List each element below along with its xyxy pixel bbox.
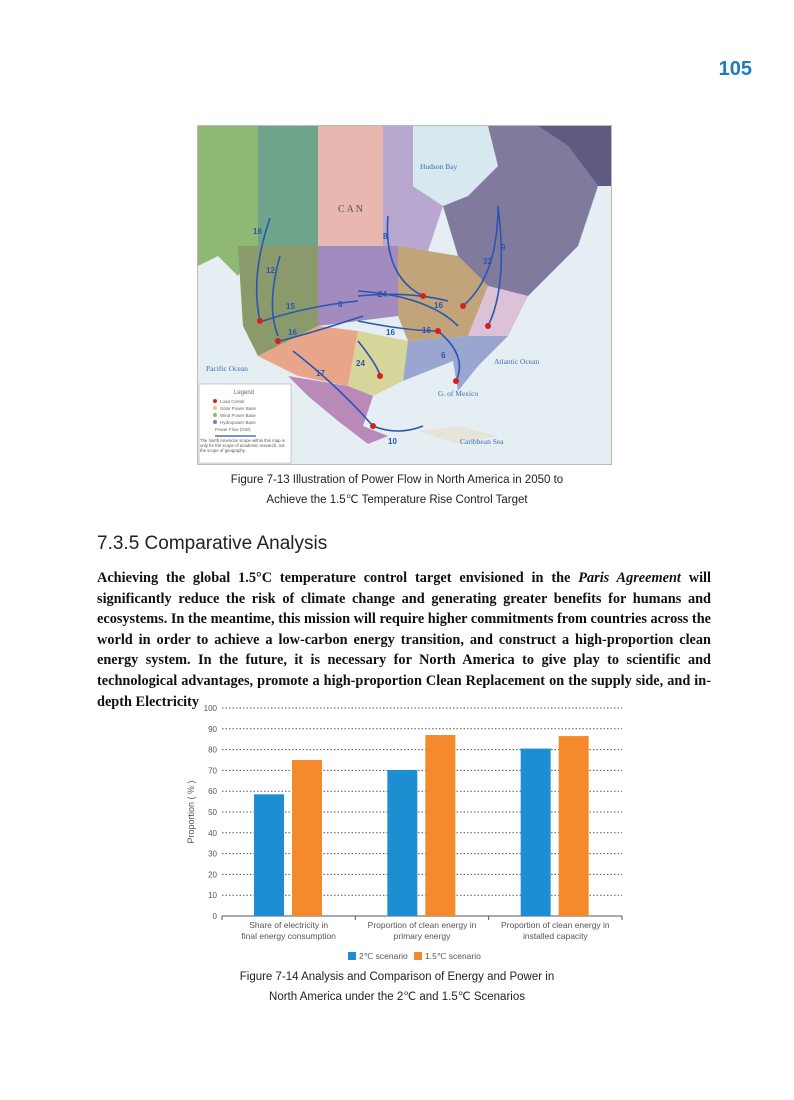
paragraph-italic: Paris Agreement [578,570,681,586]
region-us-north [318,246,398,326]
y-tick-label: 90 [208,724,217,734]
flow-value: 8 [383,232,388,241]
flow-value: 16 [434,301,443,310]
x-category-label: installed capacity [522,931,588,941]
y-tick-label: 70 [208,766,217,776]
flow-value: 8 [338,300,343,309]
y-tick-label: 50 [208,808,217,817]
flow-value: 12 [266,266,275,275]
y-tick-label: 0 [212,912,217,921]
y-tick-label: 20 [208,870,217,880]
flow-value: 15 [286,302,295,311]
flow-value: 16 [288,328,297,337]
label-pacific-ocean: Pacific Ocean [206,364,248,373]
y-tick-label: 60 [208,787,217,797]
y-tick-label: 40 [208,828,217,838]
flow-value: 24 [378,290,387,299]
flow-value: 32 [483,257,492,266]
bar-chart [170,700,640,970]
flow-value: 10 [388,437,397,446]
flow-value: 6 [441,351,446,360]
bar-2c [254,794,284,916]
legend-item: Hydropower Base [220,420,256,425]
bar-1-5c [559,736,589,916]
figure-13-caption-line1: Figure 7-13 Illustration of Power Flow in North America in 2050 to [230,474,564,486]
flow-value: 16 [253,227,262,236]
flow-value: 9 [501,243,506,252]
label-hudson-bay: Hudson Bay [420,162,458,171]
legend-flow-label: Power Flow (GW) [215,427,251,432]
label-atlantic-ocean: Atlantic Ocean [494,357,540,366]
body-paragraph [97,568,711,712]
x-category-label: Share of electricity in [249,920,329,930]
y-tick-label: 30 [208,849,217,859]
x-category-label: Proportion of clean energy in [367,920,477,930]
legend-title: Legend [234,390,255,396]
label-caribbean-sea: Caribbean Sea [460,437,504,446]
region-canada-central [318,126,383,246]
y-tick-label: 100 [203,704,217,713]
bar-2c [521,749,551,916]
bar-1-5c [425,735,455,916]
power-flow-map [197,125,612,465]
x-category-label: final energy consumption [241,931,336,941]
figure-13-caption-line2: Achieve the 1.5℃ Temperature Rise Control Target [266,494,528,506]
legend-label: 1.5℃ scenario [425,951,481,961]
legend-swatch [348,952,356,960]
x-category-label: Proportion of clean energy in [500,920,610,930]
label-canada: C A N [338,204,364,215]
page-number: 105 [718,58,752,80]
legend-label: 2℃ scenario [359,951,408,961]
y-axis-label: Proportion ( % ) [186,780,196,844]
figure-14-caption-line2: North America under the 2℃ and 1.5℃ Scenarios [269,991,525,1003]
flow-value: 17 [316,369,325,378]
y-tick-label: 80 [208,745,217,755]
figure-14-caption-line1: Figure 7-14 Analysis and Comparison of Energy and Power in [239,971,555,983]
bar-2c [387,770,417,916]
y-tick-label: 10 [208,891,217,901]
legend-item: Solar Power Base [220,406,257,411]
legend-item: Load Center [220,399,245,404]
flow-value: 16 [422,326,431,335]
label-gulf-of-mexico: G. of Mexico [438,389,479,398]
paragraph-text: will significantly reduce the risk of climate change and generating greater benefits for humans and ecosystems. In the meantime, this mission will require higher commitments from countries across the world in order to achieve a low-carbon energy transition, and construct a high-proportion clean energy system. In the future, it is necessary for North America to give play to scientific and technological advantages, promote a high-proportion Clean Replacement on the supply side, and in-depth Electricity [97,570,711,710]
legend-item: Wind Power Base [220,413,256,418]
paragraph-text: Achieving the global 1.5°C temperature control target envisioned in the [97,570,579,586]
x-category-label: primary energy [393,931,451,941]
bar-1-5c [292,760,322,916]
section-heading: 7.3.5 Comparative Analysis [97,533,328,554]
map-legend [199,384,291,463]
legend-note: The North American scope within this map is only for the scope of academic research, not the scope of geography. [200,438,285,453]
legend-swatch [414,952,422,960]
flow-value: 24 [356,359,365,368]
flow-value: 16 [386,328,395,337]
